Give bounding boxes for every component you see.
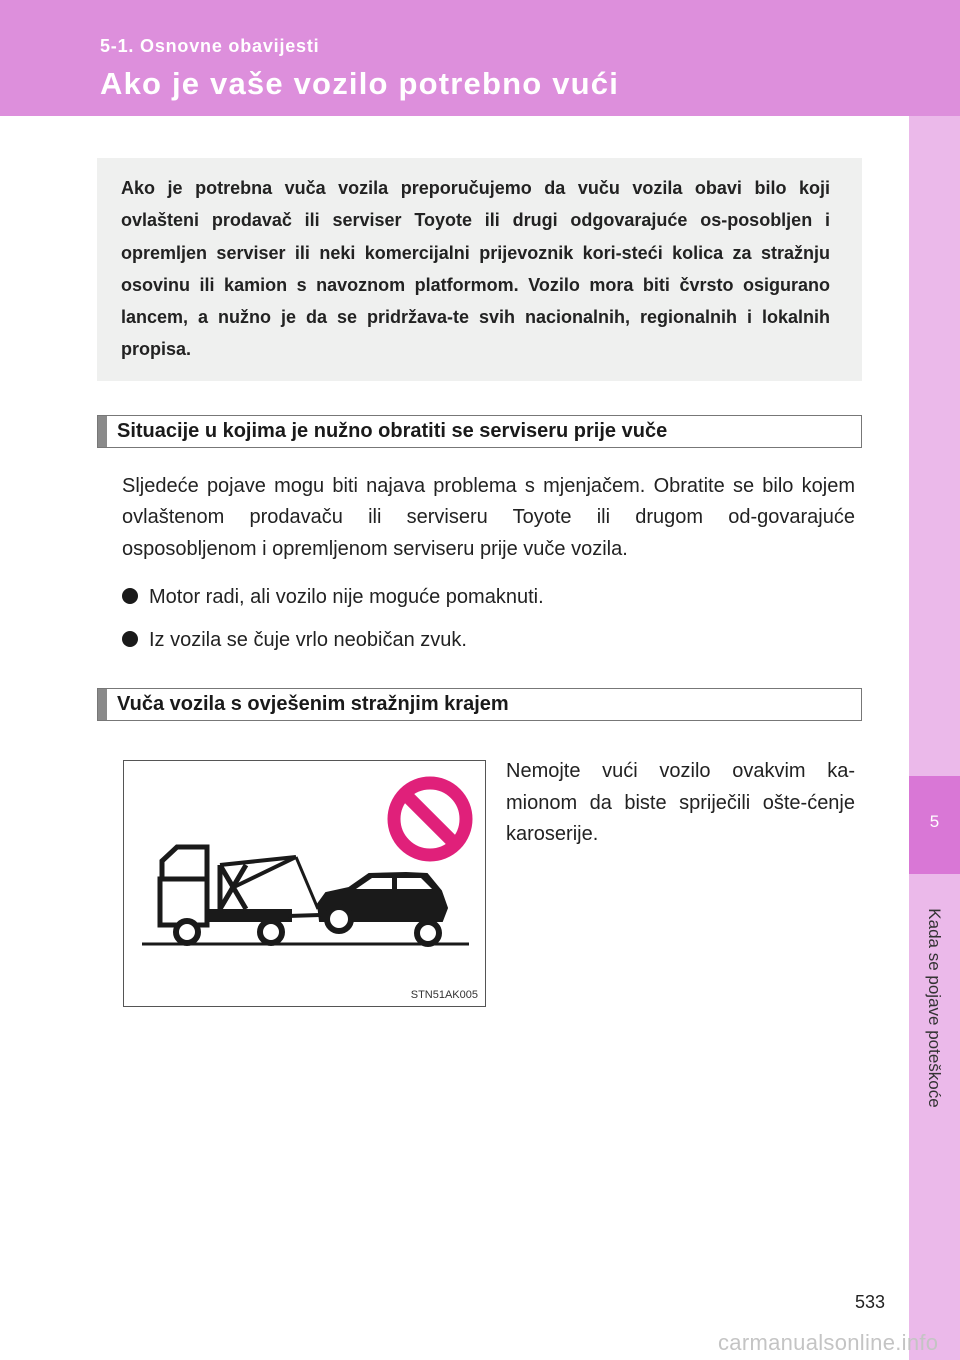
figure-code: STN51AK005 [410, 989, 478, 1001]
service-paragraph: Sljedeće pojave mogu biti najava problema s mjenjačem. Obratite se bilo kojem ovlaštenom prodavaču ili serviseru Toyote ili drugom od-govarajuće osposobljenom i opremljenom serviseru prije vuče vozila. [122, 475, 855, 560]
tow-truck-icon [160, 847, 320, 943]
tow-illustration [124, 761, 487, 1008]
intro-box [97, 158, 862, 381]
towing-paragraph: Nemojte vući vozilo ovakvim ka-mionom da biste spriječili ošte-ćenje karoserije. [506, 760, 855, 845]
watermark: carmanualsonline.info [718, 1330, 939, 1355]
bullet-icon [122, 631, 138, 647]
bullet-item [122, 586, 544, 609]
section-heading-text: Situacije u kojima je nužno obratiti se serviseru prije vuče [117, 420, 668, 442]
page-header [0, 0, 960, 116]
towed-car-icon [318, 873, 447, 944]
section-heading-text: Vuča vozila s ovješenim stražnjim krajem [117, 693, 509, 715]
page-title: Ako je vaše vozilo potrebno vući [100, 66, 620, 101]
chapter-tab [909, 776, 960, 874]
section-heading-towing [97, 688, 862, 721]
prohibited-icon [394, 783, 466, 855]
tow-figure [123, 760, 486, 1007]
section-label: 5-1. Osnovne obavijesti [100, 36, 320, 56]
page-number: 533 [855, 1292, 886, 1312]
bullet-item [122, 629, 467, 652]
intro-text: Ako je potrebna vuča vozila preporučujemo da vuču vozila obavi bilo koji ovlašteni prodavač ili serviser Toyote ili drugi odgovarajuće os-posobljen i opremljen serviser ili neki komercijalni prijevoznik kori-steći kolica za stražnju osovinu ili kamion s navoznom platformom. Vozilo mora biti čvrsto osigurano lancem, a nužno je da se pridržava-te svih nacionalnih, regionalnih i lokalnih propisa. [121, 178, 830, 360]
bullet-text: Iz vozila se čuje vrlo neobičan zvuk. [149, 629, 467, 651]
chapter-number: 5 [929, 812, 940, 831]
bullet-icon [122, 588, 138, 604]
section-heading-service [97, 415, 862, 448]
chapter-title: Kada se pojave poteškoće [925, 908, 944, 1108]
bullet-text: Motor radi, ali vozilo nije moguće pomaknuti. [149, 586, 544, 608]
chapter-side-strip [909, 116, 960, 1360]
